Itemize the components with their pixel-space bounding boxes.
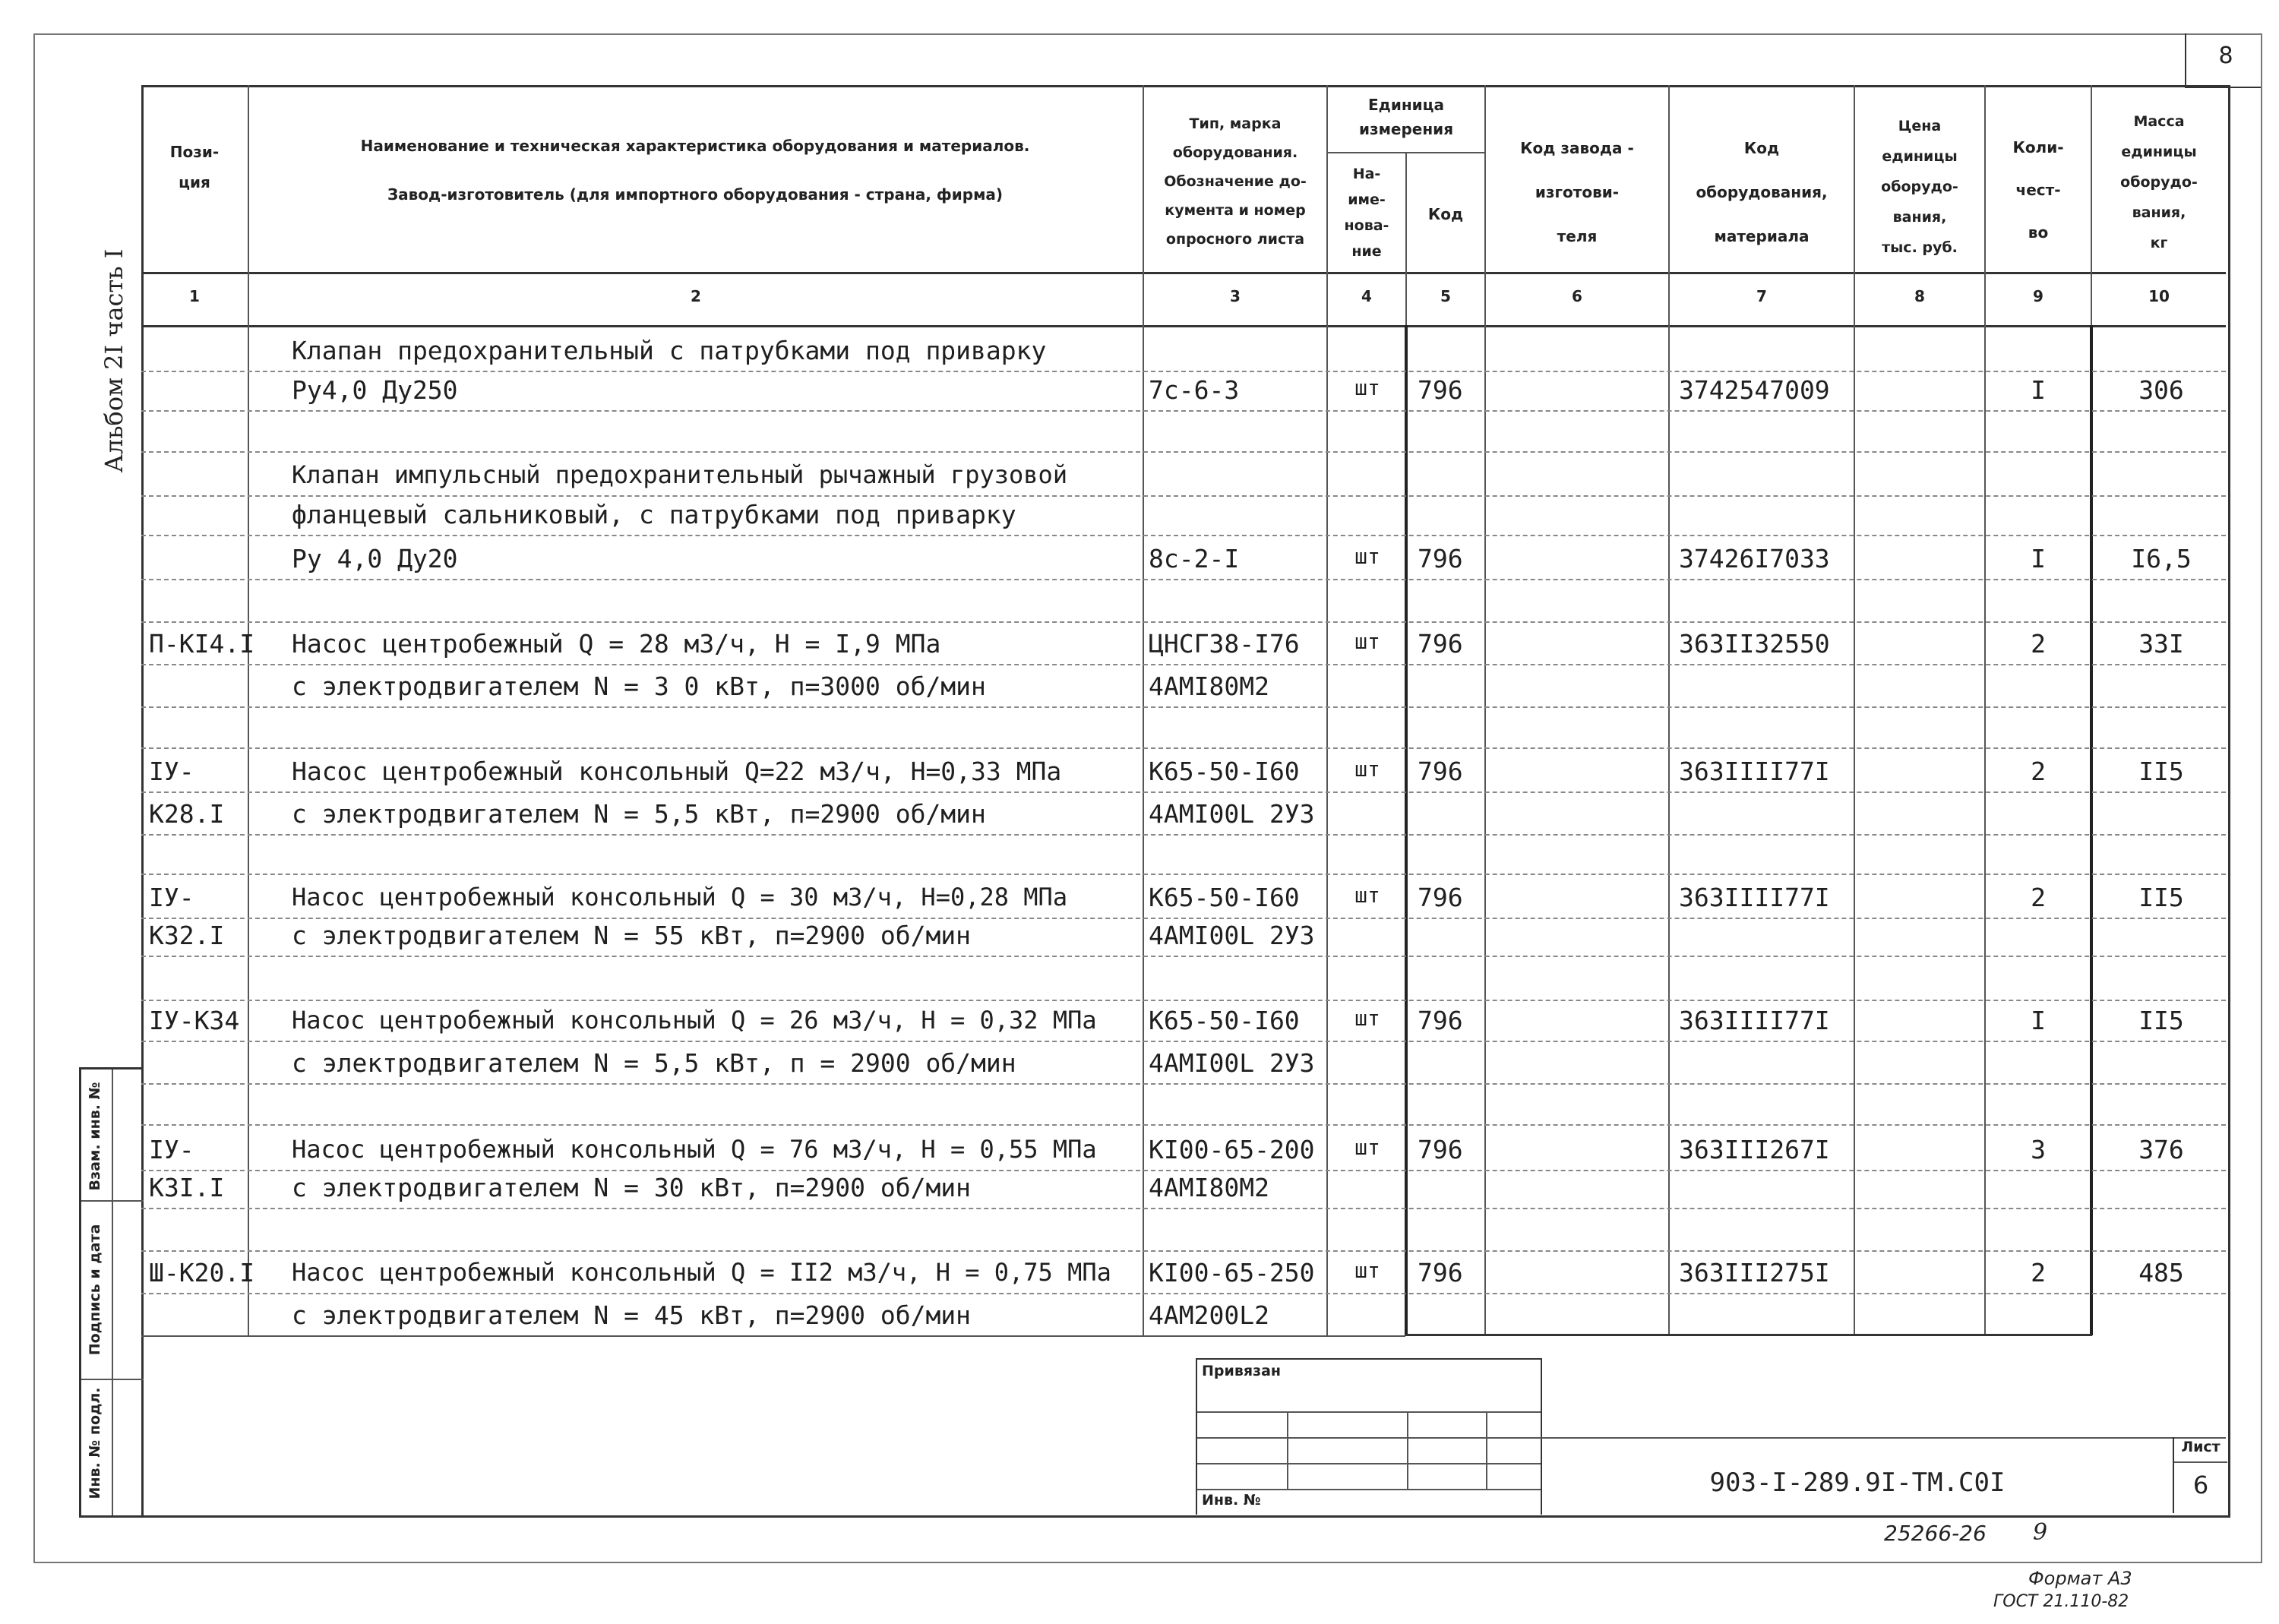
col-line-5 (1484, 85, 1486, 1335)
col-line-7 (1854, 85, 1855, 1335)
equipment-code-cell: 3742547009 (1679, 375, 1830, 405)
colnum-10: 10 (2148, 287, 2170, 305)
row-separator (141, 1124, 2226, 1126)
row-separator (141, 579, 2226, 580)
quantity-cell: I (2031, 544, 2046, 573)
colnum-7: 7 (1756, 287, 1767, 305)
mass-cell: 376 (2138, 1135, 2184, 1164)
equipment-code-cell: 363III267I (1679, 1135, 1830, 1164)
quantity-cell: I (2031, 1006, 2046, 1035)
colnum-9: 9 (2033, 287, 2044, 305)
position-cell: IУ-К34 (149, 1006, 240, 1035)
hdr-col4: На- име- нова- ние (1344, 166, 1389, 260)
name-cell: Клапан импульсный предохранительный рычажный грузовой (292, 460, 1068, 489)
type-cell: 4АМI80М2 (1149, 671, 1269, 701)
unit-cell: шт (1354, 375, 1380, 400)
type-cell: К65-50-I60 (1149, 883, 1300, 912)
name-cell: Клапан предохранительный с патрубками под приварку (292, 336, 1047, 365)
name-cell: с электродвигателем N = 30 кВт, п=2900 об/мин (292, 1173, 972, 1202)
format-label: Формат А3 (2028, 1568, 2132, 1589)
equipment-code-cell: 363III275I (1679, 1258, 1830, 1288)
mass-cell: II5 (2138, 1006, 2184, 1035)
type-cell: ЦНСГ38-I76 (1149, 629, 1300, 659)
unit-cell: шт (1354, 629, 1380, 654)
position-cell: К3I.I (149, 1173, 225, 1202)
equipment-code-cell: 37426I7033 (1679, 544, 1830, 573)
name-cell: фланцевый сальниковый, с патрубками под приварку (292, 500, 1016, 529)
row-separator (141, 1000, 2226, 1001)
equipment-code-cell: 363IIII77I (1679, 757, 1830, 786)
name-cell: Ру4,0 Ду250 (292, 375, 458, 405)
row-separator (141, 1293, 2226, 1294)
privyazan-block (1196, 1358, 1542, 1515)
row-separator (141, 1170, 2226, 1171)
position-cell: IУ- (149, 757, 194, 786)
type-cell: 4АМ200L2 (1149, 1300, 1269, 1330)
privyazan-label: Привязан (1202, 1363, 1282, 1379)
hdr-col10: Масса единицы оборудо- вания, кг (2120, 113, 2198, 251)
row-separator (141, 706, 2226, 708)
name-cell: Ру 4,0 Ду20 (292, 544, 458, 573)
name-cell: Насос центробежный консольный Q=22 м3/ч, Н=0,33 МПа (292, 757, 1062, 786)
position-cell: IУ- (149, 1135, 194, 1164)
type-cell: 4АМI00L 2У3 (1149, 799, 1315, 829)
unit-code-cell: 796 (1418, 375, 1463, 405)
unit-code-cell: 796 (1418, 1135, 1463, 1164)
equipment-code-cell: 363IIII77I (1679, 883, 1830, 912)
mass-cell: I6,5 (2131, 544, 2192, 573)
stamp-original-inv: Инв. № подл. (87, 1387, 103, 1499)
unit-cell: шт (1354, 544, 1380, 569)
col-line-6 (1668, 85, 1670, 1335)
row-separator (141, 956, 2226, 957)
data-bottom-line (1405, 1334, 2092, 1336)
name-cell: с электродвигателем N = 55 кВт, п=2900 об/мин (292, 921, 972, 950)
hdr-col2-line1: Наименование и техническая характеристика оборудования и материалов. (360, 137, 1030, 155)
row-separator (141, 495, 2226, 497)
colnum-2: 2 (691, 287, 701, 305)
equipment-code-cell: 363IIII77I (1679, 1006, 1830, 1035)
unit-cell: шт (1354, 757, 1380, 782)
table-body-bottom (141, 1335, 1405, 1337)
unit-cell: шт (1354, 883, 1380, 908)
unit-code-cell: 796 (1418, 883, 1463, 912)
mass-cell: 33I (2138, 629, 2184, 659)
bottom-num: 9 (2033, 1519, 2048, 1546)
row-separator (141, 451, 2226, 453)
row-separator (141, 410, 2226, 412)
sheet-label: Лист (2181, 1439, 2221, 1455)
side-stamp (79, 1067, 144, 1518)
hdr-col5: Код (1427, 205, 1464, 223)
mass-cell: 306 (2138, 375, 2184, 405)
hdr-col3: Тип, марка оборудования. Обозначение до- кумента и номер опросного листа (1164, 115, 1307, 248)
col-line-9-thick (2090, 325, 2093, 1335)
unit-code-cell: 796 (1418, 1006, 1463, 1035)
hdr-col9: Коли- чест- во (2012, 138, 2064, 242)
type-cell: К65-50-I60 (1149, 757, 1300, 786)
row-separator (141, 918, 2226, 919)
quantity-cell: 3 (2031, 1135, 2046, 1164)
colnum-bottom-line (141, 325, 2226, 327)
name-cell: Насос центробежный консольный Q = II2 м3/ч, Н = 0,75 МПа (292, 1258, 1111, 1287)
colnum-6: 6 (1572, 287, 1582, 305)
position-cell: К32.I (149, 921, 225, 950)
name-cell: Насос центробежный консольный Q = 76 м3/ч, Н = 0,55 МПа (292, 1135, 1097, 1164)
quantity-cell: 2 (2031, 883, 2046, 912)
album-label: Альбом 2I часть I (100, 248, 128, 473)
row-separator (141, 1083, 2226, 1085)
equipment-code-cell: 363II32550 (1679, 629, 1830, 659)
sheet-box (2173, 1437, 2227, 1513)
type-cell: КI00-65-250 (1149, 1258, 1315, 1288)
type-cell: 8с-2-I (1149, 544, 1240, 573)
unit-code-cell: 796 (1418, 1258, 1463, 1288)
mass-cell: II5 (2138, 757, 2184, 786)
row-separator (141, 664, 2226, 665)
colnum-8: 8 (1914, 287, 1925, 305)
col-line-2 (1143, 85, 1144, 1335)
row-separator (141, 747, 2226, 749)
quantity-cell: 2 (2031, 1258, 2046, 1288)
type-cell: 4АМI00L 2У3 (1149, 1048, 1315, 1078)
colnum-3: 3 (1230, 287, 1241, 305)
hdr-col8: Цена единицы оборудо- вания, тыс. руб. (1881, 118, 1958, 256)
hdr-unit-group: Единица измерения (1358, 96, 1454, 138)
row-separator (141, 621, 2226, 623)
name-cell: с электродвигателем N = 45 кВт, п=2900 об/мин (292, 1300, 972, 1330)
hdr-col1: Пози- ция (169, 143, 220, 191)
colnum-5: 5 (1440, 287, 1451, 305)
quantity-cell: 2 (2031, 629, 2046, 659)
position-cell: П-КI4.I (149, 629, 255, 659)
row-separator (141, 874, 2226, 875)
inv-no-label: Инв. № (1202, 1492, 1261, 1509)
unit-cell: шт (1354, 1006, 1380, 1031)
quantity-cell: I (2031, 375, 2046, 405)
type-cell: 7с-6-3 (1149, 375, 1240, 405)
position-cell: Ш-К20.I (149, 1258, 255, 1288)
row-separator (141, 1250, 2226, 1252)
type-cell: 4АМI80М2 (1149, 1173, 1269, 1202)
type-cell: К65-50-I60 (1149, 1006, 1300, 1035)
mass-cell: II5 (2138, 883, 2184, 912)
col-line-1 (248, 85, 249, 1335)
page-number: 8 (2218, 43, 2233, 69)
name-cell: с электродвигателем N = 3 0 кВт, п=3000 об/мин (292, 671, 986, 701)
hdr-col2-line2: Завод-изготовитель (для импортного оборудования - страна, фирма) (387, 185, 1004, 204)
colnum-4: 4 (1361, 287, 1372, 305)
row-separator (141, 1041, 2226, 1042)
unit-code-cell: 796 (1418, 629, 1463, 659)
col-line-4-thick (1405, 325, 1408, 1335)
unit-cell: шт (1354, 1258, 1380, 1283)
unit-code-cell: 796 (1418, 544, 1463, 573)
quantity-cell: 2 (2031, 757, 2046, 786)
row-separator (141, 535, 2226, 536)
gost-label: ГОСТ 21.110-82 (1993, 1592, 2129, 1611)
position-cell: К28.I (149, 799, 225, 829)
doc-code: 903-I-289.9I-ТМ.С0I (1709, 1468, 2006, 1498)
header-bottom-line (141, 272, 2226, 274)
title-block-line (1539, 1437, 2226, 1439)
hdr-col7: Код оборудования, материала (1696, 139, 1828, 245)
position-cell: IУ- (149, 883, 194, 912)
hdr-col6: Код завода - изготови- теля (1520, 139, 1634, 245)
col-line-3 (1326, 85, 1328, 1335)
unit-cell: шт (1354, 1135, 1380, 1160)
sheet-number: 6 (2192, 1471, 2209, 1499)
name-cell: Насос центробежный Q = 28 м3/ч, Н = I,9 МПа (292, 629, 941, 659)
stamp-signature-date: Подпись и дата (87, 1224, 103, 1356)
row-separator (141, 371, 2226, 372)
unit-code-cell: 796 (1418, 757, 1463, 786)
row-separator (141, 834, 2226, 836)
row-separator (141, 791, 2226, 793)
stamp-replace-inv: Взам. инв. № (87, 1082, 103, 1191)
row-separator (141, 1208, 2226, 1209)
name-cell: Насос центробежный консольный Q = 30 м3/ч, Н=0,28 МПа (292, 883, 1068, 912)
bottom-code: 25266-26 (1884, 1521, 1987, 1546)
type-cell: КI00-65-200 (1149, 1135, 1315, 1164)
name-cell: с электродвигателем N = 5,5 кВт, п = 2900 об/мин (292, 1048, 1016, 1078)
colnum-1: 1 (189, 287, 200, 305)
name-cell: Насос центробежный консольный Q = 26 м3/ч, Н = 0,32 МПа (292, 1006, 1097, 1035)
mass-cell: 485 (2138, 1258, 2184, 1288)
name-cell: с электродвигателем N = 5,5 кВт, п=2900 об/мин (292, 799, 986, 829)
type-cell: 4АМI00L 2У3 (1149, 921, 1315, 950)
